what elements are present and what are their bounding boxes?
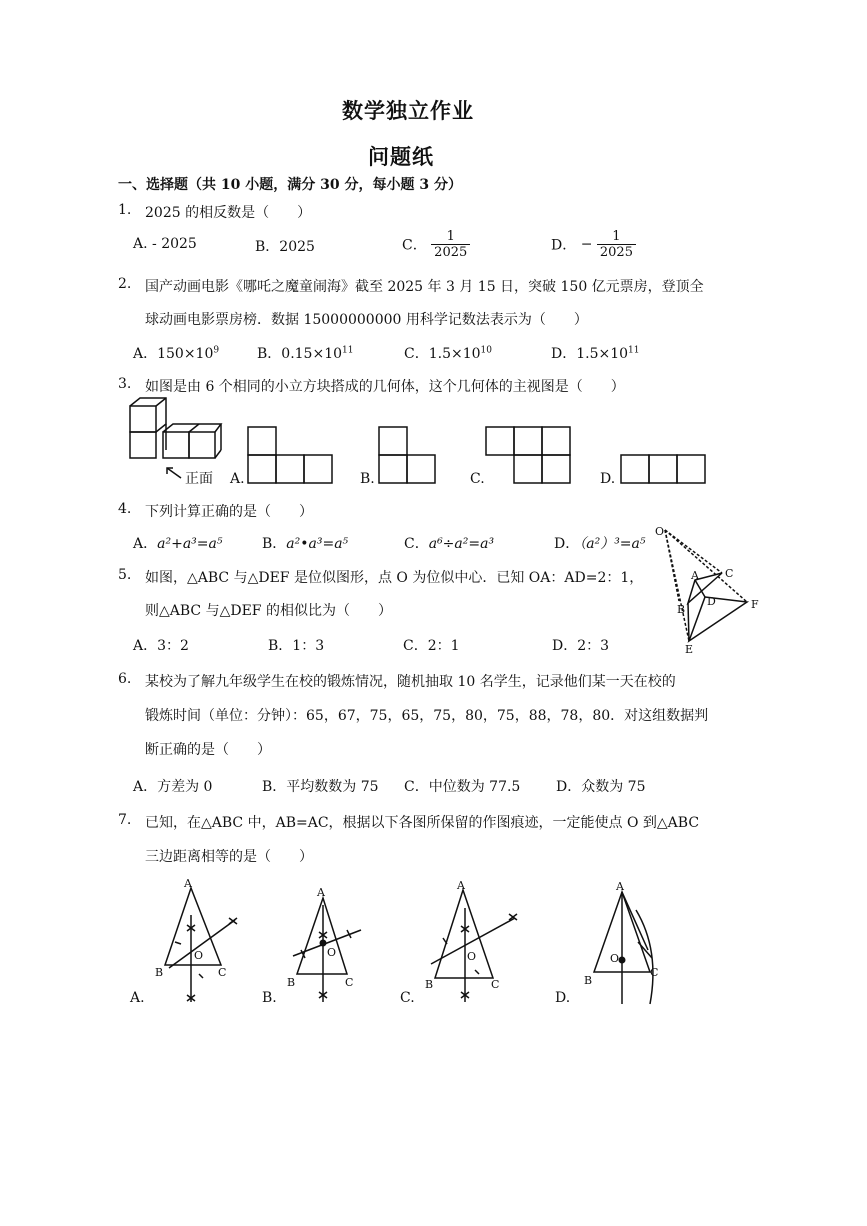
q2-option-c-label: C．1.5×10	[404, 346, 481, 362]
q4-option-d-expr: （a²）³=a⁵	[579, 536, 646, 552]
question-4-text: 下列计算正确的是（ ）	[145, 504, 313, 520]
q1-option-c[interactable]	[402, 229, 470, 260]
q7-option-a[interactable]: A.	[130, 990, 145, 1006]
q5-label-a: A	[691, 569, 699, 582]
q1-option-d[interactable]	[551, 229, 636, 260]
q2-option-b-exp: 11	[342, 345, 354, 356]
q1-option-c-fraction: $\frac{1}{2025}$	[431, 229, 470, 260]
q2-option-a[interactable]	[133, 343, 219, 363]
q3-option-d-figure	[620, 454, 710, 488]
question-5-number: 5.	[118, 567, 132, 583]
q2-option-a-exp: 9	[213, 345, 220, 356]
q5-label-f: F	[751, 598, 759, 611]
q6-option-d[interactable]: D．众数为 75	[556, 779, 646, 795]
question-4-number: 4.	[118, 501, 132, 517]
q5-option-a[interactable]: A．3：2	[133, 638, 189, 654]
q2-option-c[interactable]	[404, 343, 492, 363]
q3-option-c-figure	[485, 426, 575, 486]
question-1-text: 2025 的相反数是（ ）	[145, 205, 312, 221]
q7b-label-c: C	[345, 976, 354, 989]
q1-option-d-sign: −	[580, 236, 593, 253]
q2-option-d-label: D．1.5×10	[551, 346, 629, 362]
q7a-label-a: A	[184, 877, 192, 890]
q7b-label-b: B	[287, 976, 296, 989]
question-1-number: 1.	[118, 202, 132, 218]
q4-option-d-label: D．	[554, 536, 580, 552]
q4-option-a[interactable]	[133, 533, 222, 553]
q3-option-b[interactable]: B.	[360, 471, 375, 487]
q2-option-c-exp: 10	[480, 345, 492, 356]
question-3-text: 如图是由 6 个相同的小立方块搭成的几何体，这个几何体的主视图是（ ）	[145, 379, 625, 395]
page-title: 数学独立作业	[342, 98, 474, 123]
question-2-line2: 球动画电影票房榜．数据 15000000000 用科学记数法表示为（ ）	[145, 312, 588, 328]
q7-option-a-figure	[155, 877, 245, 1005]
q5-homothety-figure	[655, 525, 765, 655]
q7a-label-b: B	[155, 966, 164, 979]
q2-option-b-label: B．0.15×10	[257, 346, 343, 362]
q3-option-b-figure	[378, 426, 440, 486]
q7-option-c-figure	[423, 878, 523, 1003]
q1-option-d-label: D．	[551, 237, 577, 254]
q7c-label-o: O	[467, 950, 477, 963]
q4-option-b[interactable]	[262, 533, 348, 553]
question-2-line1: 国产动画电影《哪吒之魔童闹海》截至 2025 年 3 月 15 日，突破 150 亿元票房，登顶全	[145, 279, 704, 295]
q5-label-c: C	[725, 567, 734, 580]
q2-option-d-exp: 11	[628, 345, 640, 356]
q7-option-b[interactable]: B.	[262, 990, 277, 1006]
q4-option-b-expr: a²•a³=a⁵	[286, 536, 349, 552]
q3-front-label: 正面	[185, 471, 213, 487]
q4-option-c[interactable]	[404, 533, 494, 553]
question-2-number: 2.	[118, 276, 132, 292]
question-6-line3: 断正确的是（ ）	[145, 742, 271, 758]
q1-option-c-label: C．	[402, 237, 427, 254]
q1-option-a[interactable]: A. - 2025	[133, 236, 197, 252]
q4-option-a-expr: a²+a³=a⁵	[157, 536, 223, 552]
q2-option-a-label: A．150×10	[133, 346, 214, 362]
q7c-label-b: B	[425, 978, 434, 991]
q7-option-d[interactable]: D.	[555, 990, 571, 1006]
q2-option-d[interactable]	[551, 343, 640, 363]
q7d-label-a: A	[616, 880, 624, 893]
q6-option-c[interactable]: C．中位数为 77.5	[404, 779, 521, 795]
q5-option-d[interactable]: D．2：3	[552, 638, 610, 654]
q4-option-d[interactable]	[554, 533, 646, 553]
q7c-label-a: A	[457, 879, 465, 892]
q6-option-a[interactable]: A．方差为 0	[133, 779, 213, 795]
question-6-line2: 锻炼时间（单位：分钟）：65，67，75，65，75，80，75，88，78，80．对这组数据判	[145, 708, 709, 724]
question-6-line1: 某校为了解九年级学生在校的锻炼情况，随机抽取 10 名学生，记录他们某一天在校的	[145, 674, 676, 690]
q7c-label-c: C	[491, 978, 500, 991]
q5-option-b[interactable]: B．1：3	[268, 638, 325, 654]
q1-option-d-fraction: $\frac{1}{2025}$	[597, 229, 636, 260]
q7d-label-c: C	[650, 966, 659, 979]
q7-option-c[interactable]: C.	[400, 990, 415, 1006]
q7b-label-o: O	[327, 946, 337, 959]
q4-option-c-label: C．	[404, 536, 429, 552]
q7-option-d-figure	[580, 880, 680, 1005]
q3-option-a[interactable]: A.	[230, 471, 245, 487]
q7b-label-a: A	[317, 886, 325, 899]
question-5-line1: 如图，△ABC 与△DEF 是位似图形，点 O 为位似中心．已知 OA：AD=2：1，	[145, 570, 644, 586]
q3-option-d[interactable]: D.	[600, 471, 616, 487]
q5-label-o: O	[655, 525, 665, 538]
q5-label-e: E	[685, 643, 694, 656]
q5-label-b: B	[677, 603, 686, 616]
q3-option-c[interactable]: C.	[470, 471, 485, 487]
q3-option-a-figure	[247, 426, 337, 486]
q1-option-b[interactable]: B．2025	[255, 239, 315, 255]
question-3-number: 3.	[118, 376, 132, 392]
q4-option-b-label: B．	[262, 536, 287, 552]
question-6-number: 6.	[118, 671, 132, 687]
q7d-label-o: O	[610, 952, 620, 965]
q6-option-b[interactable]: B．平均数数为 75	[262, 779, 379, 795]
q5-option-c[interactable]: C．2：1	[403, 638, 460, 654]
question-7-line1: 已知，在△ABC 中，AB=AC，根据以下各图所保留的作图痕迹，一定能使点 O 到△ABC	[145, 815, 700, 831]
q7a-label-c: C	[218, 966, 227, 979]
section-heading: 一、选择题（共 10 小题，满分 30 分，每小题 3 分）	[118, 177, 462, 193]
page-subtitle: 问题纸	[368, 144, 434, 169]
question-7-line2: 三边距离相等的是（ ）	[145, 849, 313, 865]
q2-option-b[interactable]	[257, 343, 353, 363]
q7a-label-o: O	[194, 949, 204, 962]
question-5-line2: 则△ABC 与△DEF 的相似比为（ ）	[145, 603, 392, 619]
q5-label-d: D	[707, 595, 716, 608]
q4-option-a-label: A．	[133, 536, 158, 552]
q4-option-c-expr: a⁶÷a²=a³	[428, 536, 495, 552]
q7-option-b-figure	[285, 880, 375, 1005]
question-7-number: 7.	[118, 812, 132, 828]
q7d-label-b: B	[584, 974, 593, 987]
